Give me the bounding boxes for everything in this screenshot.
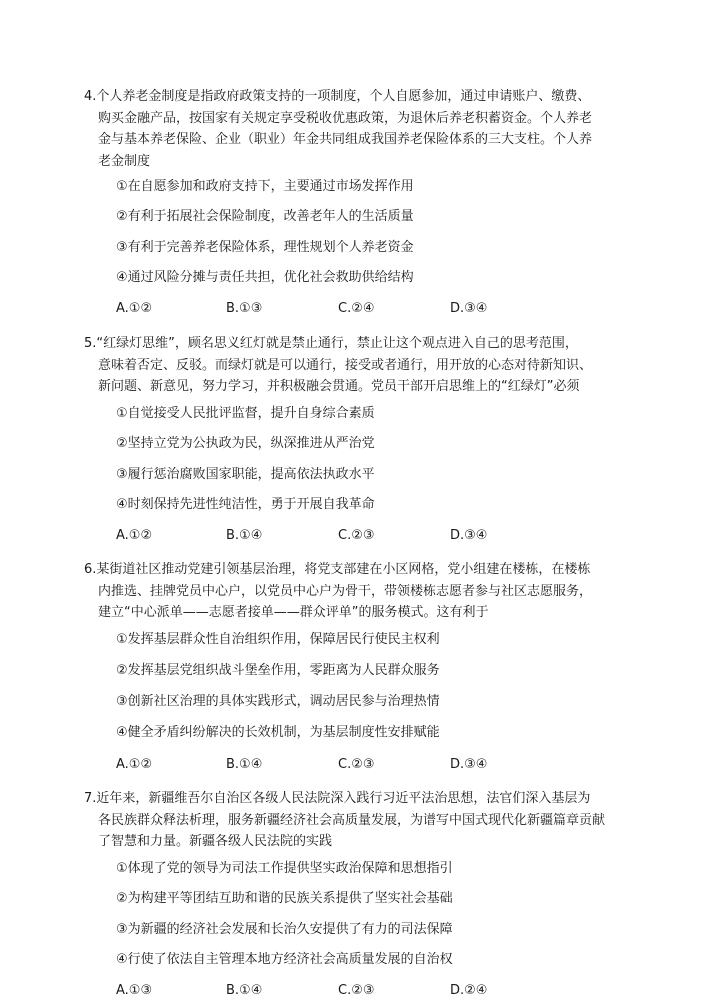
choice-d: D.③④ [450, 301, 488, 316]
answer-choices [116, 528, 536, 544]
stem-line: 4.个人养老金制度是指政府政策支持的一项制度，个人自愿参加，通过申请账户、缴费、 [84, 89, 591, 104]
choice-b: B.①④ [226, 983, 263, 998]
option-item: ④健全矛盾纠纷解决的长效机制，为基层制度性安排赋能 [116, 725, 440, 740]
choice-c: C.②③ [338, 757, 375, 772]
question-6 [84, 559, 644, 624]
choice-b: B.①③ [226, 301, 263, 316]
stem-line: 了智慧和力量。新疆各级人民法院的实践 [98, 834, 333, 849]
stem-line: 老金制度 [98, 153, 151, 169]
option-item: ①发挥基层群众性自治组织作用，保障居民行使民主权利 [116, 632, 440, 647]
choice-a: A.①③ [116, 983, 153, 998]
stem-line: 7.近年来，新疆维吾尔自治区各级人民法院深入践行习近平法治思想，法官们深入基层为 [84, 791, 591, 806]
option-item: ②发挥基层党组织战斗堡垒作用，零距离为人民群众服务 [116, 663, 440, 678]
option-item: ①体现了党的领导为司法工作提供坚实政治保障和思想指引 [116, 861, 453, 876]
option-item: ③履行惩治腐败国家职能，提高依法执政水平 [116, 467, 375, 482]
choice-c: C.②④ [338, 301, 375, 316]
stem-line: 购买金融产品，按国家有关规定享受税收优惠政策，为退休后养老积蓄资金。个人养老 [98, 110, 593, 126]
question-5 [84, 333, 644, 398]
stem-line: 意味着否定、反驳。而绿灯就是可以通行，接受或者通行，用开放的心态对待新知识、 [98, 357, 593, 373]
choice-c: C.②③ [338, 528, 375, 543]
stem-line: 建立“中心派单——志愿者接单——群众评单”的服务模式。这有利于 [98, 605, 489, 620]
choice-a: A.①② [116, 301, 153, 316]
stem-line: 6.某街道社区推动党建引领基层治理，将党支部建在小区网格，党小组建在楼栋，在楼栋 [84, 562, 591, 577]
stem-line: 新问题、新意见，努力学习，并积极融会贯通。党员干部开启思维上的“红绿灯”必须 [98, 379, 580, 394]
choice-c: C.②③ [338, 983, 375, 998]
option-item: ③创新社区治理的具体实践形式，调动居民参与治理热情 [116, 694, 440, 709]
question-7 [84, 788, 644, 853]
question-stem [84, 333, 644, 398]
option-item: ②有利于拓展社会保险制度，改善老年人的生活质量 [116, 209, 414, 224]
option-item: ③有利于完善养老保险体系，理性规划个人养老资金 [116, 240, 414, 255]
option-item: ①在自愿参加和政府支持下，主要通过市场发挥作用 [116, 179, 414, 194]
stem-line: 内推选、挂牌党员中心户，以党员中心户为骨干，带领楼栋志愿者参与社区志愿服务， [98, 583, 593, 599]
stem-line: 各民族群众释法析理，服务新疆经济社会高质量发展，为谱写中国式现代化新疆篇章贡献 [98, 812, 606, 828]
option-item: ④时刻保持先进性纯洁性，勇于开展自我革命 [116, 497, 375, 512]
question-stem [84, 559, 644, 624]
option-item: ④通过风险分摊与责任共担，优化社会救助供给结构 [116, 270, 414, 285]
answer-choices [116, 757, 536, 773]
choice-d: D.②④ [450, 983, 488, 998]
choice-a: A.①② [116, 528, 153, 543]
choice-d: D.③④ [450, 757, 488, 772]
choice-d: D.③④ [450, 528, 488, 543]
choice-b: B.①④ [226, 757, 263, 772]
option-item: ①自觉接受人民批评监督，提升自身综合素质 [116, 406, 375, 421]
answer-choices [116, 301, 536, 317]
stem-line: 金与基本养老保险、企业（职业）年金共同组成我国养老保险体系的三大支柱。个人养 [98, 132, 593, 147]
option-item: ②坚持立党为公执政为民，纵深推进从严治党 [116, 436, 375, 451]
option-item: ③为新疆的经济社会发展和长治久安提供了有力的司法保障 [116, 922, 453, 937]
stem-line: 5.“红绿灯思维”，顾名思义红灯就是禁止通行，禁止让这个观点进入自己的思考范围， [84, 336, 578, 351]
question-stem [84, 788, 644, 853]
answer-choices [116, 983, 536, 999]
option-item: ②为构建平等团结互助和谐的民族关系提供了坚实社会基础 [116, 891, 453, 906]
choice-b: B.①④ [226, 528, 263, 543]
choice-a: A.①② [116, 757, 153, 772]
question-stem [84, 86, 644, 172]
option-item: ④行使了依法自主管理本地方经济社会高质量发展的自治权 [116, 952, 453, 967]
question-4 [84, 86, 644, 172]
